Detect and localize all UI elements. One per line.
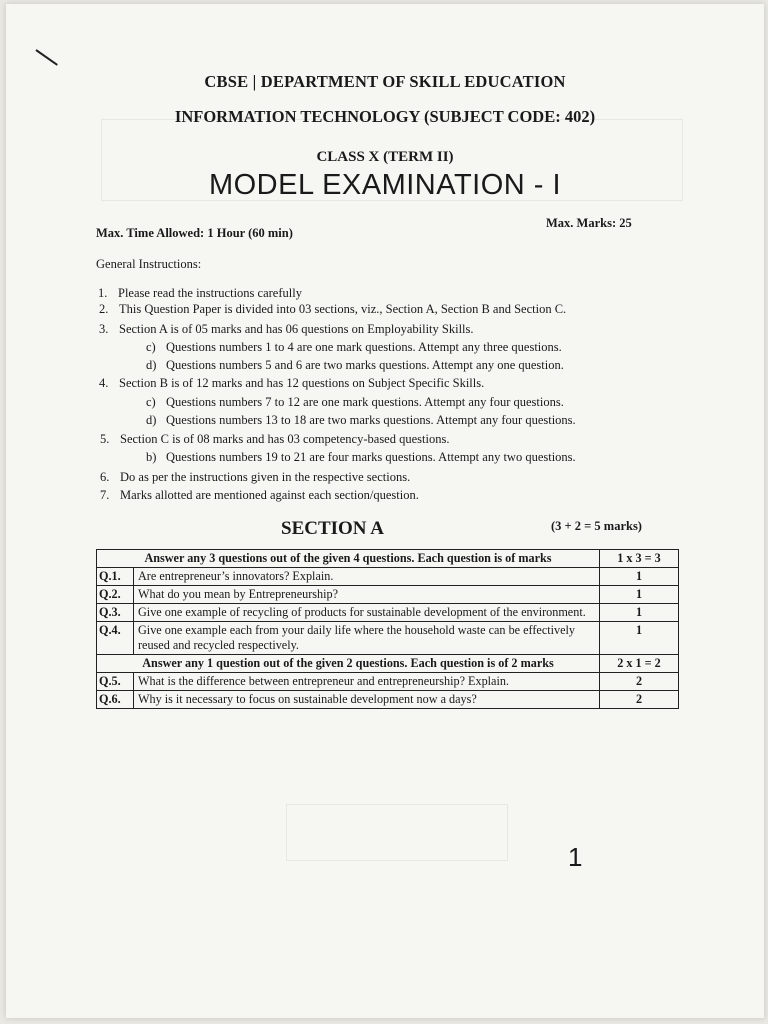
question-text: Give one example each from your daily life where the household waste can be effectively reused and recycled respectively. xyxy=(134,622,600,655)
table-group-header xyxy=(97,550,679,568)
question-marks: 1 xyxy=(600,604,679,622)
group-instruction: Answer any 3 questions out of the given 4 questions. Each question is of marks xyxy=(97,550,600,568)
question-text: What is the difference between entrepreneur and entrepreneurship? Explain. xyxy=(134,673,600,691)
question-text: Why is it necessary to focus on sustainable development now a days? xyxy=(134,691,600,709)
instruction-item: 6. Do as per the instructions given in the respective sections. xyxy=(100,470,411,484)
question-marks: 1 xyxy=(600,622,679,655)
instruction-item: 7. Marks allotted are mentioned against each section/question. xyxy=(100,488,419,502)
question-number: Q.5. xyxy=(97,673,134,691)
question-number: Q.1. xyxy=(97,568,134,586)
question-text: Give one example of recycling of products for sustainable development of the environment. xyxy=(134,604,600,622)
table-row xyxy=(97,622,679,655)
question-number: Q.4. xyxy=(97,622,134,655)
table-row xyxy=(97,604,679,622)
group-instruction: Answer any 1 question out of the given 2 questions. Each question is of 2 marks xyxy=(97,655,600,673)
section-marks: (3 + 2 = 5 marks) xyxy=(551,519,642,533)
board-title: CBSE | DEPARTMENT OF SKILL EDUCATION xyxy=(204,72,566,91)
table-row xyxy=(97,691,679,709)
question-text: Are entrepreneur’s innovators? Explain. xyxy=(134,568,600,586)
exam-paper xyxy=(6,4,764,1018)
bleed-through-table xyxy=(286,804,508,861)
instruction-subitem: c) Questions numbers 1 to 4 are one mark questions. Attempt any three questions. xyxy=(146,340,562,354)
pen-mark xyxy=(35,49,57,66)
question-marks: 1 xyxy=(600,568,679,586)
table-row xyxy=(97,673,679,691)
max-time: Max. Time Allowed: 1 Hour (60 min) xyxy=(96,226,293,240)
question-marks: 1 xyxy=(600,586,679,604)
instruction-subitem: b) Questions numbers 19 to 21 are four marks questions. Attempt any two questions. xyxy=(146,450,576,464)
instruction-item: 4. Section B is of 12 marks and has 12 questions on Subject Specific Skills. xyxy=(99,376,485,390)
instruction-item: 2. This Question Paper is divided into 03 sections, viz., Section A, Section B and Section C. xyxy=(99,302,567,316)
instruction-item: 5. Section C is of 08 marks and has 03 competency-based questions. xyxy=(100,432,450,446)
table-group-header xyxy=(97,655,679,673)
subject-title: INFORMATION TECHNOLOGY (SUBJECT CODE: 402) xyxy=(174,107,596,126)
question-marks: 2 xyxy=(600,673,679,691)
question-marks: 2 xyxy=(600,691,679,709)
question-number: Q.3. xyxy=(97,604,134,622)
questions-table xyxy=(96,549,679,709)
question-number: Q.2. xyxy=(97,586,134,604)
instructions-heading: General Instructions: xyxy=(96,257,202,271)
instruction-subitem: d) Questions numbers 13 to 18 are two marks questions. Attempt any four questions. xyxy=(146,413,576,427)
table-row xyxy=(97,568,679,586)
question-text: What do you mean by Entrepreneurship? xyxy=(134,586,600,604)
group-marks: 1 x 3 = 3 xyxy=(600,550,679,568)
instruction-item: 1. Please read the instructions carefully xyxy=(98,286,302,300)
page-number: 1 xyxy=(568,842,583,872)
table-row xyxy=(97,586,679,604)
class-title: CLASS X (TERM II) xyxy=(316,149,454,165)
instruction-subitem: d) Questions numbers 5 and 6 are two marks questions. Attempt any one question. xyxy=(146,358,564,372)
question-number: Q.6. xyxy=(97,691,134,709)
instruction-item: 3. Section A is of 05 marks and has 06 questions on Employability Skills. xyxy=(99,322,474,336)
max-marks: Max. Marks: 25 xyxy=(546,216,632,230)
instruction-subitem: c) Questions numbers 7 to 12 are one mark questions. Attempt any four questions. xyxy=(146,395,564,409)
exam-title: MODEL EXAMINATION - I xyxy=(208,169,562,201)
section-title: SECTION A xyxy=(281,518,384,539)
group-marks: 2 x 1 = 2 xyxy=(600,655,679,673)
